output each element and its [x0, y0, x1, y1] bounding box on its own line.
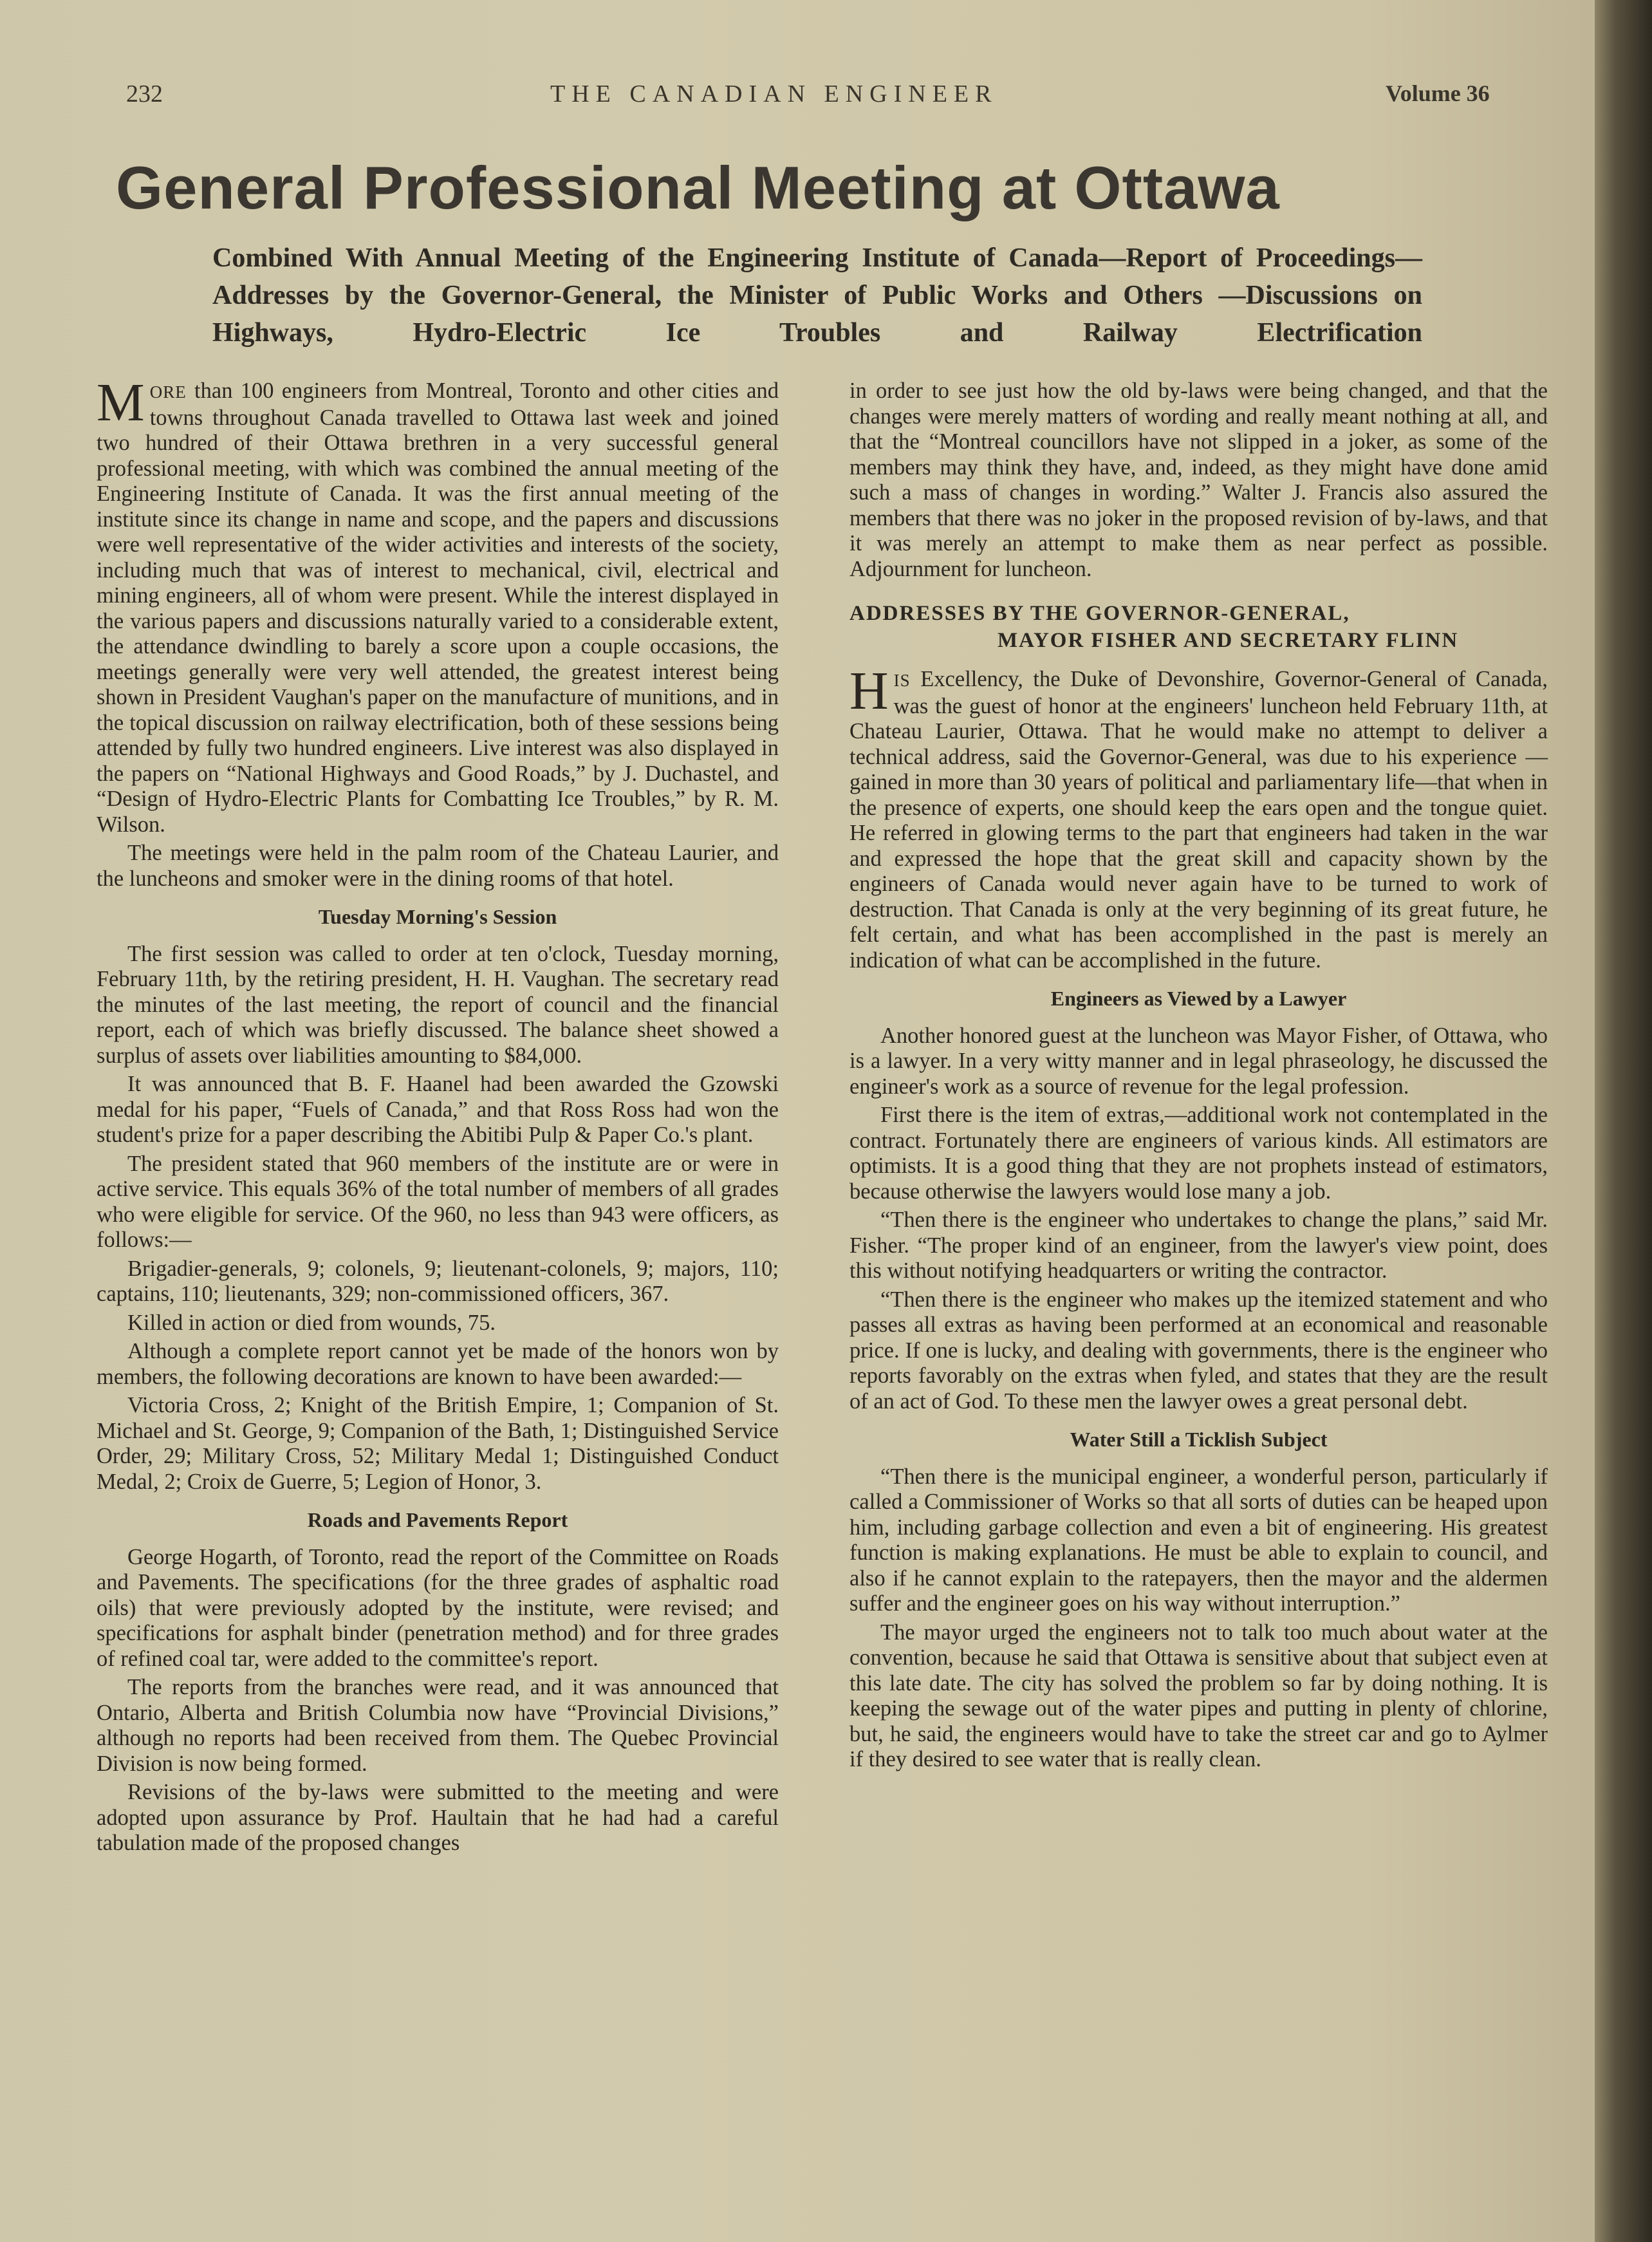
book-gutter	[1595, 0, 1652, 2242]
paragraph: Killed in action or died from wounds, 75.	[127, 1310, 496, 1335]
paragraph: The president stated that 960 members of the institute are or were in active service. This equals 36% of the total number of members of all grades who were eligible for service. Of the 960, no less than 943 were officers, as follows:—	[97, 1151, 779, 1252]
paragraph: in order to see just how the old by-laws were being changed, and that the changes were merely matters of wording and really meant nothing at all, and that the “Montreal councillors have not slipped in a joker, as some of the members may think they have, and, indeed, as they might have done amid such a mass of changes in wording.” Walter J. Francis also assured the members that there was no joker in the proposed revision of by-laws, and that it was merely an attempt to make them as near perfect as possible. Adjournment for luncheon.	[849, 378, 1548, 581]
section-heading: Water Still a Ticklish Subject	[1070, 1428, 1328, 1451]
journal-title: THE CANADIAN ENGINEER	[550, 80, 998, 107]
left-column	[97, 373, 779, 1860]
section-heading: Tuesday Morning's Session	[318, 905, 557, 928]
paragraph: The reports from the branches were read, and it was announced that Ontario, Alberta and British Columbia now have “Provincial Divisions,” although no reports had been received from them. The Quebec Provincial Division is now being formed.	[97, 1675, 779, 1776]
paragraph: The meetings were held in the palm room of the Chateau Laurier, and the luncheons and smoker were in the dining rooms of that hotel.	[97, 841, 779, 891]
drop-cap: H	[849, 661, 889, 721]
drop-cap: M	[97, 373, 145, 433]
paragraph: MORE than 100 engineers from Montreal, Toronto and other cities and towns throughout Canada travelled to Ottawa last week and joined two hundred of their Ottawa brethren in a very successful general professional meeting, with which was combined the annual meeting of the Engineering Institute of Canada. It was the first annual meeting of the institute since its change in name and scope, and the papers and discussions were well representative of the wider activities and interests of the society, including much that was of interest to mechanical, civil, electrical and mining engineers, all of whom were present. While the interest displayed in the various papers and discussions naturally varied to a considerable extent, the attendance dwindling to barely a score upon a couple occasions, the meetings generally were very well attended, the greatest interest being shown in President Vaughan's paper on the manufacture of munitions, and in the topical discussion on railway electrification, both of these sessions being attended by fully two hundred engineers. Live interest was also displayed in the papers on “National Highways and Good Roads,” by J. Duchastel, and “Design of Hydro-Electric Plants for Combatting Ice Troubles,” by R. M. Wilson.	[97, 373, 779, 837]
section-heading-caps: ADDRESSES BY THE GOVERNOR-GENERAL, MAYOR FISHER AND SECRETARY FLINN	[849, 602, 1459, 652]
paragraph: The first session was called to order at ten o'clock, Tuesday morning, February 11th, by the retiring president, H. H. Vaughan. The secretary read the minutes of the last meeting, the report of council and the financial report, each of which was briefly discussed. The balance sheet showed a surplus of assets over liabilities amounting to $84,000.	[97, 941, 779, 1068]
paragraph: “Then there is the municipal engineer, a wonderful person, particularly if called a Commissioner of Works so that all sorts of duties can be heaped upon him, including garbage collection and even a bit of engineering. His greatest function is making explanations. He must be able to explain to council, and also if he cannot explain to the ratepayers, then the mayor and the aldermen suffer and the engineer goes on his way without interruption.”	[849, 1464, 1548, 1616]
article-subtitle: Combined With Annual Meeting of the Engineering Institute of Canada—Report of Proceedings—Addresses by the Governor-General, the Minister of Public Works and Others —Discussions on Highways, Hydro-Electric Ice Troubles and Railway Electrification	[212, 243, 1422, 348]
paragraph: It was announced that B. F. Haanel had been awarded the Gzowski medal for his paper, “Fuels of Canada,” and that Ross Ross had won the student's prize for a paper describing the Abitibi Pulp & Paper Co.'s plant.	[97, 1072, 779, 1147]
right-column	[849, 378, 1548, 1776]
paragraph: “Then there is the engineer who makes up the itemized statement and who passes all extras as having been performed at an economical and reasonable price. If one is lucky, and dealing with governments, there is the engineer who reports favorably on the extras when fyled, and states that they are the result of an act of God. To these men the lawyer owes a great personal debt.	[849, 1287, 1548, 1414]
paragraph: Another honored guest at the luncheon was Mayor Fisher, of Ottawa, who is a lawyer. In a very witty manner and in legal phraseology, he discussed the engineer's work as a source of revenue for the legal profession.	[849, 1023, 1548, 1099]
section-heading: Engineers as Viewed by a Lawyer	[1050, 987, 1347, 1010]
paragraph: “Then there is the engineer who undertakes to change the plans,” said Mr. Fisher. “The proper kind of an engineer, from the lawyer's view point, does this without notifying headquarters or writing the contractor.	[849, 1208, 1548, 1283]
paragraph: George Hogarth, of Toronto, read the report of the Committee on Roads and Pavements. The specifications (for the three grades of asphaltic road oils) that were previously adopted by the institute, were revised; and specifications for asphalt binder (penetration method) and for three grades of refined coal tar, were added to the committee's report.	[97, 1544, 779, 1671]
paragraph: Although a complete report cannot yet be made of the honors won by members, the following decorations are known to have been awarded:—	[97, 1339, 779, 1389]
volume-label: Volume 36	[1386, 80, 1490, 106]
page-number: 232	[126, 80, 163, 107]
paragraph: HIS Excellency, the Duke of Devonshire, Governor-General of Canada, was the guest of honor at the engineers' luncheon held February 11th, at Chateau Laurier, Ottawa. That he would make no attempt to deliver a technical address, said the Governor-General, was due to his experience —gained in more than 30 years of political and parliamentary life—that when in the presence of experts, one should keep the ears open and the tongue quiet. He referred in glowing terms to the part that engineers had taken in the war and expressed the hope that the great skill and capacity shown by the engineers of Canada would never again have to be turned to work of destruction. That Canada is only at the very beginning of its great future, he felt certain, and what has been accomplished in the past is merely an indication of what can be accomplished in the future.	[849, 661, 1548, 973]
paragraph: Victoria Cross, 2; Knight of the British Empire, 1; Companion of St. Michael and St. George, 9; Companion of the Bath, 1; Distinguished Service Order, 29; Military Cross, 52; Military Medal 1; Distinguished Conduct Medal, 2; Croix de Guerre, 5; Legion of Honor, 3.	[97, 1393, 779, 1494]
article-title: General Professional Meeting at Ottawa	[116, 154, 1280, 221]
paragraph: Brigadier-generals, 9; colonels, 9; lieutenant-colonels, 9; majors, 110; captains, 110; lieutenants, 329; non-commissioned officers, 367.	[97, 1256, 779, 1306]
paragraph: First there is the item of extras,—additional work not contemplated in the contract. Fortunately there are engineers of various kinds. All estimators are optimists. It is a good thing that they are not prophets instead of estimators, because otherwise the lawyers would lose many a job.	[849, 1103, 1548, 1204]
section-heading: Roads and Pavements Report	[307, 1508, 568, 1531]
paragraph: Revisions of the by-laws were submitted to the meeting and were adopted upon assurance by Prof. Haultain that he had had a careful tabulation made of the proposed changes	[97, 1780, 779, 1855]
paragraph: The mayor urged the engineers not to talk too much about water at the convention, because he said that Ottawa is sensitive about that subject even at this late date. The city has solved the problem so far by doing nothing. It is keeping the sewage out of the water pipes and putting in plenty of chlorine, but, he said, the engineers would have to take the street car and go to Aylmer if they desired to see water that is really clean.	[849, 1620, 1548, 1771]
